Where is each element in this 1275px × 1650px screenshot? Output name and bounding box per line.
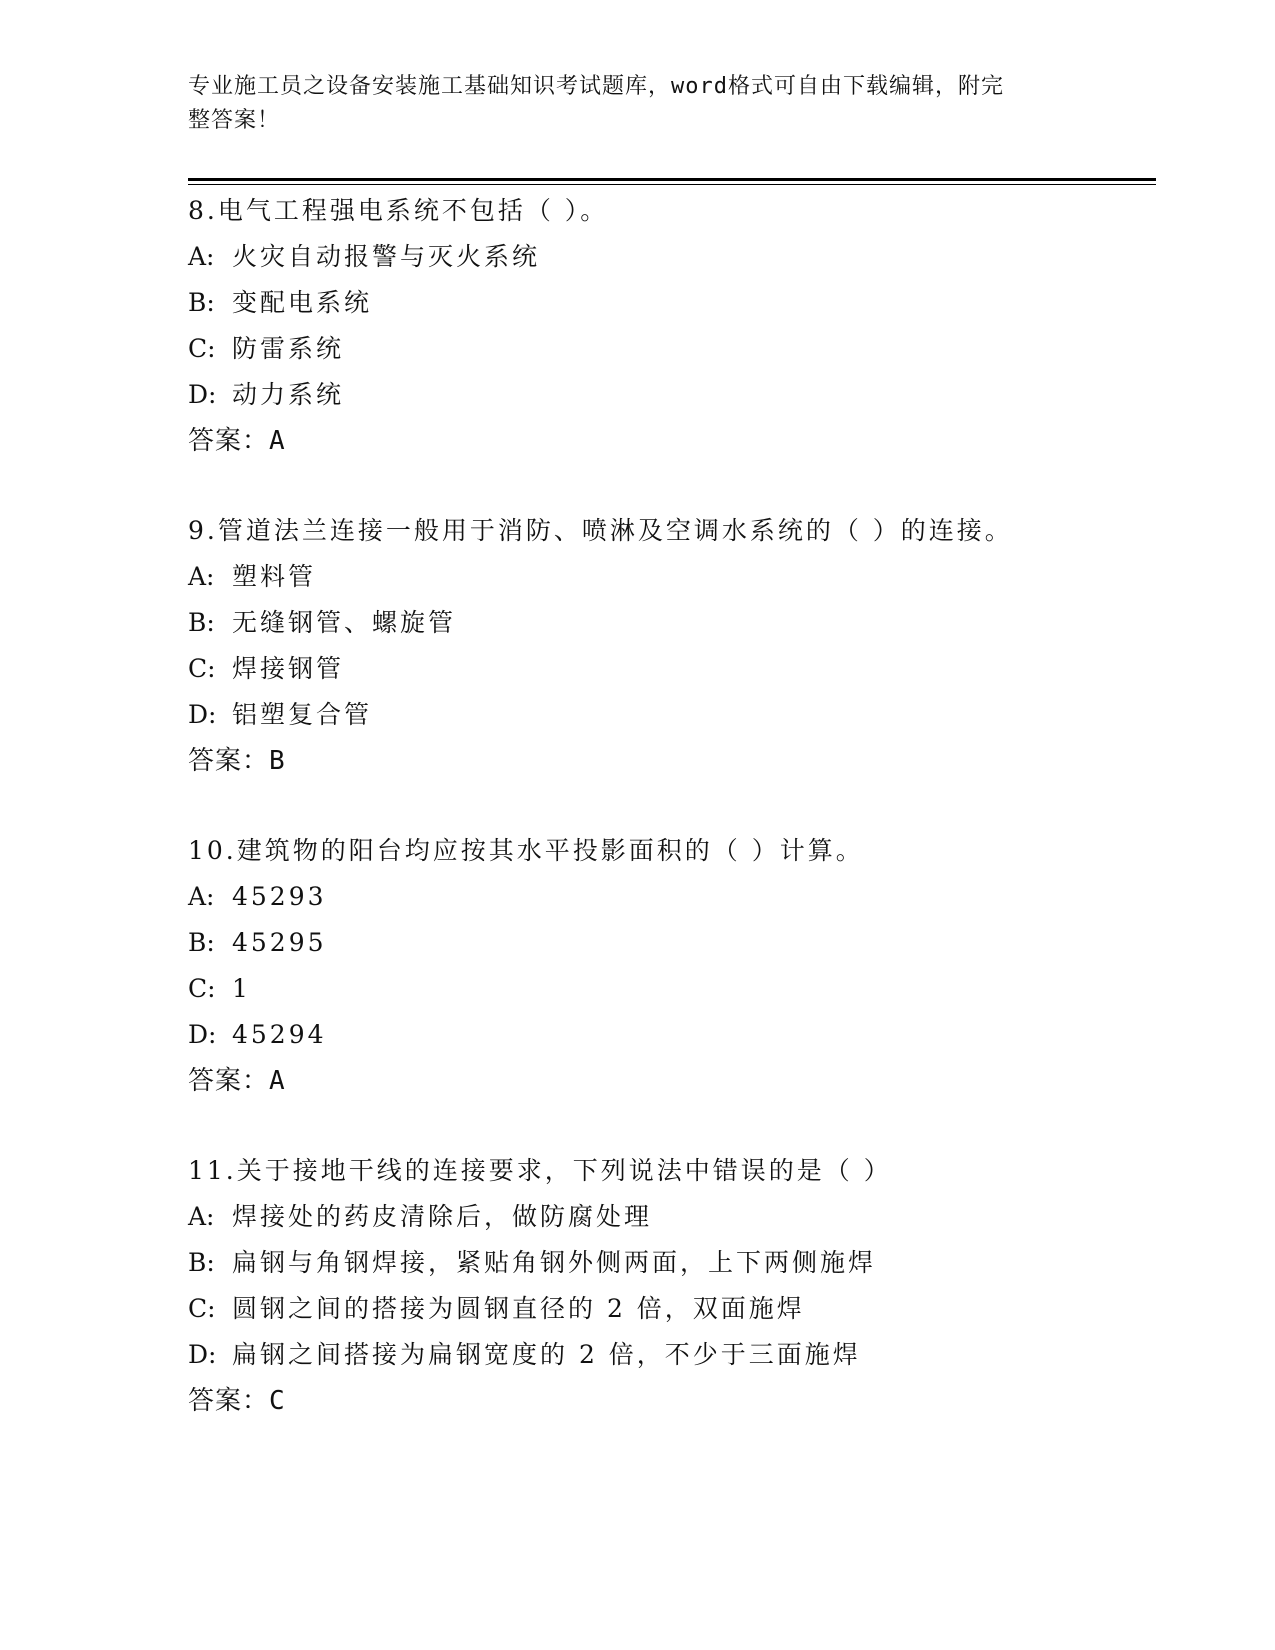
- question-10: [188, 828, 1148, 1104]
- option-d: [188, 372, 1148, 418]
- document-header: [188, 70, 1078, 138]
- answer-line: 答案：A: [188, 1066, 286, 1096]
- option-key: D:: [188, 1340, 217, 1369]
- option-b: [188, 920, 1148, 966]
- option-key: D:: [188, 380, 217, 409]
- option-text: 45294: [232, 1020, 327, 1049]
- option-a: [188, 234, 1148, 280]
- option-a: [188, 874, 1148, 920]
- option-key: C:: [188, 1294, 216, 1323]
- answer-line: 答案：A: [188, 426, 286, 456]
- question-11: [188, 1148, 1148, 1424]
- option-key: C:: [188, 334, 216, 363]
- option-text: 1: [232, 974, 251, 1003]
- header-line-1: 专业施工员之设备安装施工基础知识考试题库，word格式可自由下载编辑，附完: [188, 74, 1004, 99]
- option-key: C:: [188, 974, 216, 1003]
- option-a: [188, 1194, 1148, 1240]
- question-stem: 11.关于接地干线的连接要求，下列说法中错误的是（ ）: [188, 1156, 892, 1185]
- answer-line: 答案：C: [188, 1386, 286, 1416]
- option-b: [188, 600, 1148, 646]
- option-text: 火灾自动报警与灭火系统: [232, 242, 541, 271]
- option-b: [188, 1240, 1148, 1286]
- option-key: B:: [188, 928, 215, 957]
- option-text: 动力系统: [232, 380, 345, 409]
- option-text: 圆钢之间的搭接为圆钢直径的 2 倍，双面施焊: [232, 1294, 805, 1323]
- question-8: [188, 188, 1148, 464]
- option-text: 扁钢之间搭接为扁钢宽度的 2 倍，不少于三面施焊: [232, 1340, 861, 1369]
- option-key: A:: [188, 1202, 215, 1231]
- question-stem: 8.电气工程强电系统不包括（ ）。: [188, 196, 609, 225]
- option-text: 45295: [232, 928, 327, 957]
- option-key: C:: [188, 654, 216, 683]
- option-d: [188, 1012, 1148, 1058]
- option-c: [188, 966, 1148, 1012]
- answer-line: 答案：B: [188, 746, 286, 776]
- option-c: [188, 646, 1148, 692]
- option-key: B:: [188, 608, 215, 637]
- option-text: 扁钢与角钢焊接，紧贴角钢外侧两面，上下两侧施焊: [232, 1248, 877, 1277]
- option-key: B:: [188, 288, 215, 317]
- option-key: D:: [188, 1020, 217, 1049]
- question-9: [188, 508, 1148, 784]
- option-text: 铝塑复合管: [232, 700, 373, 729]
- option-d: [188, 692, 1148, 738]
- option-key: A:: [188, 882, 215, 911]
- option-c: [188, 326, 1148, 372]
- option-b: [188, 280, 1148, 326]
- header-line-2: 整答案！: [188, 108, 281, 133]
- option-text: 无缝钢管、螺旋管: [232, 608, 457, 637]
- question-stem: 9.管道法兰连接一般用于消防、喷淋及空调水系统的（ ）的连接。: [188, 516, 1013, 545]
- option-c: [188, 1286, 1148, 1332]
- option-text: 45293: [232, 882, 327, 911]
- option-text: 防雷系统: [232, 334, 345, 363]
- option-key: A:: [188, 242, 215, 271]
- option-d: [188, 1332, 1148, 1378]
- header-divider-thick: [188, 178, 1156, 181]
- option-key: B:: [188, 1248, 215, 1277]
- question-stem: 10.建筑物的阳台均应按其水平投影面积的（ ）计算。: [188, 836, 864, 865]
- option-text: 塑料管: [232, 562, 317, 591]
- option-a: [188, 554, 1148, 600]
- header-divider-thin: [188, 184, 1156, 185]
- option-text: 焊接处的药皮清除后，做防腐处理: [232, 1202, 653, 1231]
- option-key: A:: [188, 562, 215, 591]
- option-key: D:: [188, 700, 217, 729]
- option-text: 焊接钢管: [232, 654, 345, 683]
- option-text: 变配电系统: [232, 288, 373, 317]
